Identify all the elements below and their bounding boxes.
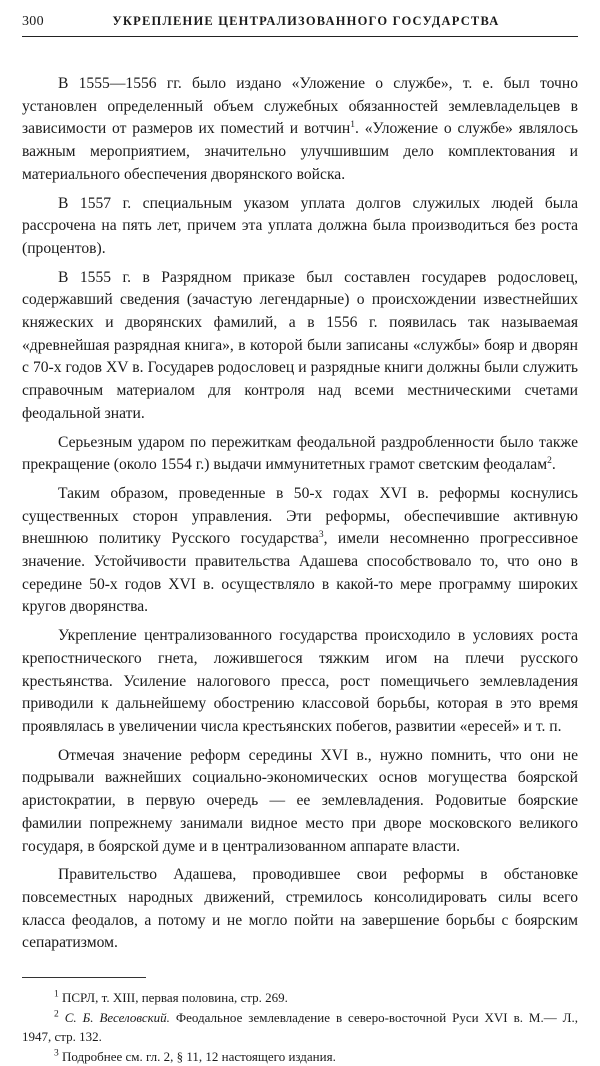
paragraph-text: В 1557 г. специальным указом уплата долгов служилых людей была рассрочена на пять лет, причем эта уплата должна была производиться без роста (процентов). [22, 194, 578, 257]
footnote-3 [22, 1047, 578, 1066]
book-page [22, 14, 578, 1066]
paragraph-text: , имели несомненно прогрессивное значение. Устойчивости правительства Адашева способствовало то, что оно в середине 50-х годов XVI в. осуществляло в какой-то мере программу широких кругов дворянства. [22, 530, 578, 616]
footnote-2 [22, 1008, 578, 1047]
paragraph-7 [22, 745, 578, 859]
running-header [22, 14, 578, 37]
footnote-text: Феодальное землевладение в северо-восточной Руси XVI в. М.— Л., 1947, стр. 132. [22, 1009, 578, 1045]
paragraph-text: Таким образом, проведенные в 50-х годах XVI в. реформы коснулись существенных сторон управления. Эти реформы, обеспечившие активную внешнюю политику Русского государства [22, 484, 578, 548]
paragraph-8 [22, 864, 578, 955]
footnote-number: 1 [54, 989, 59, 1000]
paragraph-text: Укрепление централизованного государства происходило в условиях роста крепостнического гнета, ложившегося тяжким игом на плечи русского крестьянства. Усиление налогового пресса, рост помещичьего землевладения приводили к дальнейшему обострению классовой борьбы, которая в это время проявлялась в увеличении числа крестьянских побегов, развитии «ересей» и т. п. [22, 627, 578, 735]
footnote-number: 3 [54, 1048, 59, 1059]
footnote-reference: 3 [318, 530, 324, 541]
page-number: 300 [22, 14, 44, 29]
running-title: УКРЕПЛЕНИЕ ЦЕНТРАЛИЗОВАННОГО ГОСУДАРСТВА [112, 14, 500, 28]
footnote-number: 2 [54, 1009, 59, 1020]
paragraph-text: Отмечая значение реформ середины XVI в., нужно помнить, что они не подрывали важнейших социально-экономических основ могущества боярской аристократии, в первую очередь — ее землевладения. Родовитые боярские фамилии попрежнему занимали видное место при дворе московского великого государя, в боярской думе и в централизованном аппарате власти. [22, 746, 578, 855]
footnote-reference: 2 [547, 456, 552, 467]
paragraph-text: Правительство Адашева, проводившее свои реформы в обстановке повсеместных народных движений, стремилось консолидировать силы всего класса феодалов, а потому и не могло пойти на завершение борьбы с боярским сепаратизмом. [22, 866, 578, 952]
paragraph-6 [22, 625, 578, 739]
paragraph-2 [22, 193, 578, 261]
footnote-author: С. Б. Веселовский. [64, 1009, 170, 1025]
footnotes [22, 988, 578, 1066]
paragraph-text: . «Уложение о службе» являлось важным мероприятием, значительно улучшившим дело комплектования и материального обеспечения дворянского войска. [22, 120, 578, 183]
footnote-text: Подробнее см. гл. 2, § 11, 12 настоящего издания. [62, 1048, 336, 1064]
body-text [22, 73, 578, 955]
footnote-1 [22, 988, 578, 1008]
paragraph-3 [22, 267, 578, 426]
paragraph-text: . [551, 456, 556, 474]
footnote-text: ПСРЛ, т. XIII, первая половина, стр. 269. [62, 990, 288, 1006]
paragraph-1 [22, 73, 578, 187]
footnote-reference: 1 [350, 120, 355, 131]
paragraph-text: Серьезным ударом по пережиткам феодальной раздробленности было также прекращение (около 1554 г.) выдачи иммунитетных грамот светским феодалам [22, 433, 578, 474]
paragraph-text: В 1555—1556 гг. было издано «Уложение о службе», т. е. был точно установлен определенный объем служебных обязанностей землевладельцев в зависимости от размеров их поместий и вотчин [22, 75, 578, 138]
paragraph-text: В 1555 г. в Разрядном приказе был составлен государев родословец, содержавший сведения (зачастую легендарные) о происхождении известнейших княжеских и дворянских фамилий, а в 1556 г. появилась так называемая «древнейшая разрядная книга», в которой были записаны «службы» бояр и дворян с 70-х годов XV в. Государев родословец и разрядные книги должны были служить справочным материалом для контроля над всеми местническими счетами феодальной знати. [22, 268, 578, 422]
paragraph-5 [22, 483, 578, 619]
paragraph-4 [22, 432, 578, 477]
